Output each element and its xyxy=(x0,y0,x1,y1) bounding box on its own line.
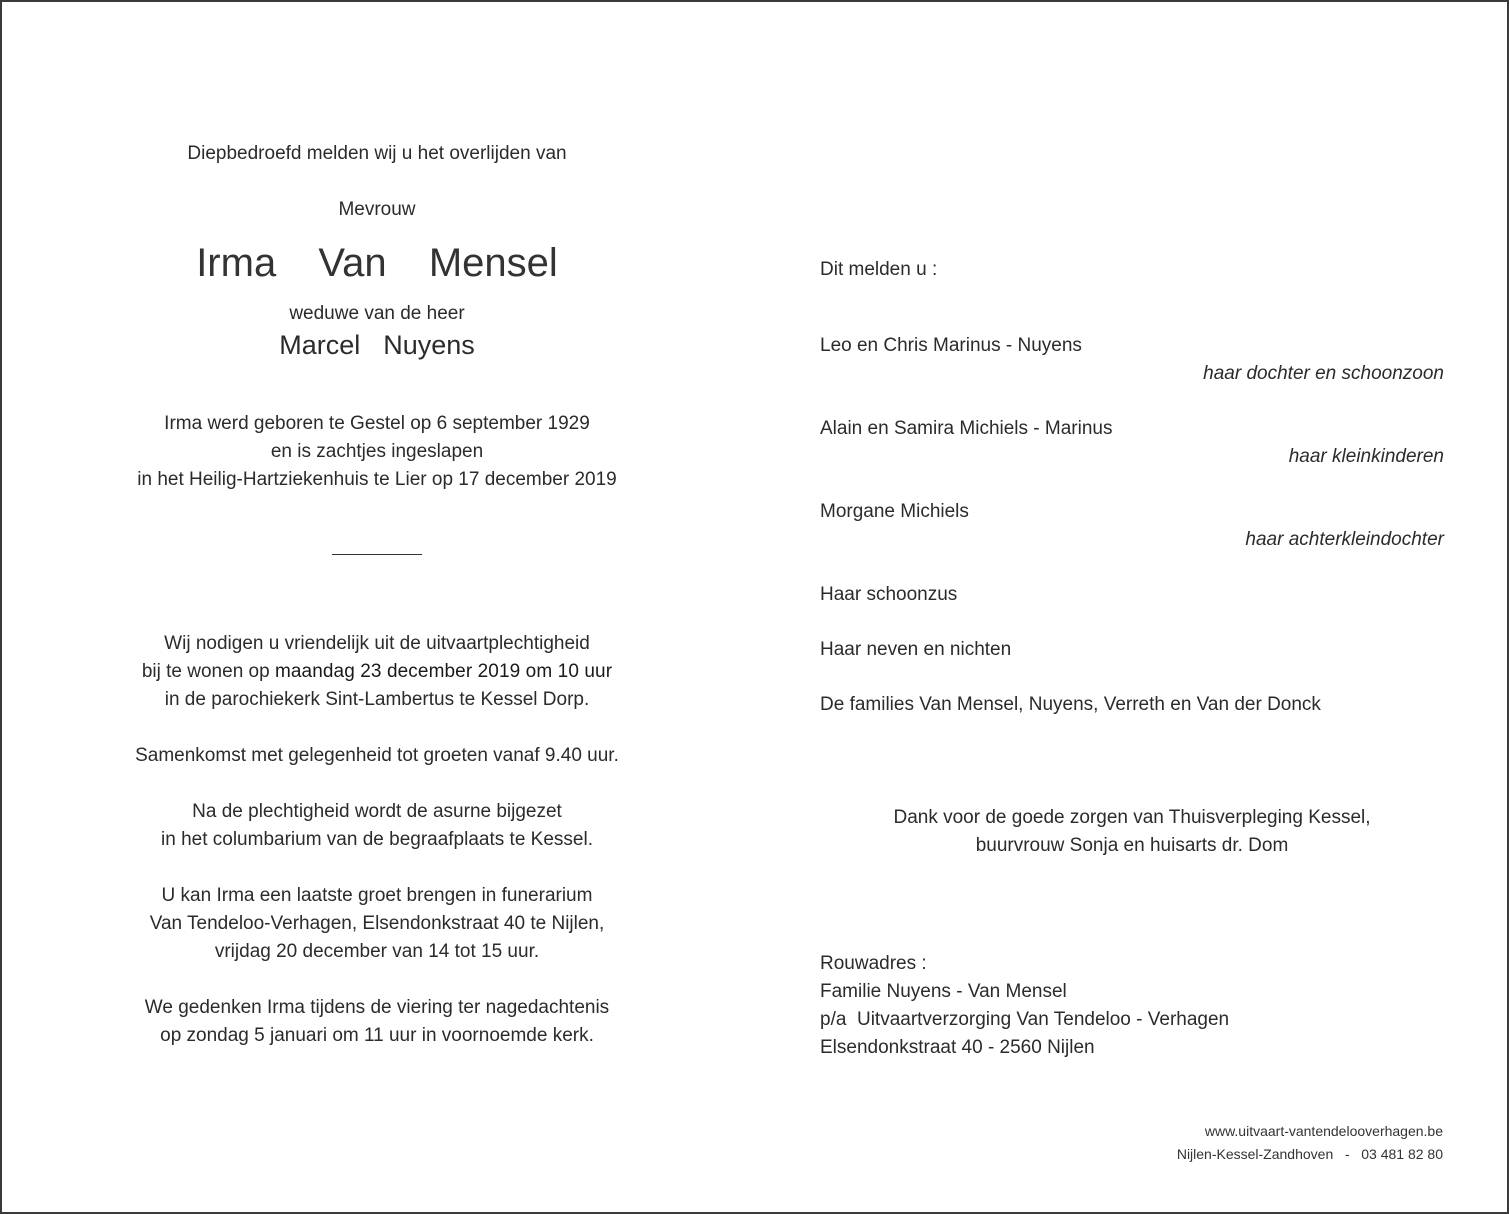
invite-line: in de parochiekerk Sint-Lambertus te Kessel Dorp. xyxy=(164,689,590,710)
remembrance-info xyxy=(82,994,672,1050)
intro-text: Diepbedroefd melden wij u het overlijden van xyxy=(187,143,567,164)
birth-line: in het Heilig-Hartziekenhuis te Lier op 17 december 2019 xyxy=(137,469,617,490)
urn-info xyxy=(82,798,672,854)
visit-info xyxy=(82,882,672,966)
mourning-address xyxy=(820,950,1444,1062)
address-line: Rouwadres : xyxy=(820,953,927,974)
family-relation: haar kleinkinderen xyxy=(1288,446,1444,467)
visit-line: vrijdag 20 december van 14 tot 15 uur. xyxy=(214,941,540,962)
honorific: Mevrouw xyxy=(338,199,416,220)
invite-line xyxy=(82,658,672,686)
deceased-name: Irma Van Mensel xyxy=(196,241,558,285)
invite-line: Wij nodigen u vriendelijk uit de uitvaartplechtigheid xyxy=(164,633,590,654)
contact-line: Nijlen-Kessel-Zandhoven - 03 481 82 80 xyxy=(1176,1146,1443,1162)
thanks-note xyxy=(820,804,1444,860)
address-line: Elsendonkstraat 40 - 2560 Nijlen xyxy=(820,1037,1095,1058)
birth-line: Irma werd geboren te Gestel op 6 september 1929 xyxy=(164,413,590,434)
family-names: Alain en Samira Michiels - Marinus xyxy=(820,418,1113,439)
address-line: p/a Uitvaartverzorging Van Tendeloo - Verhagen xyxy=(820,1009,1230,1030)
urn-line: Na de plechtigheid wordt de asurne bijgezet xyxy=(192,801,562,822)
funeral-invitation xyxy=(82,630,672,714)
remembrance-line: op zondag 5 januari om 11 uur in voornoemde kerk. xyxy=(160,1025,594,1046)
address-line: Familie Nuyens - Van Mensel xyxy=(820,981,1067,1002)
birth-line: en is zachtjes ingeslapen xyxy=(270,441,484,462)
family-relation: haar dochter en schoonzoon xyxy=(1203,363,1444,384)
funeral-home-footer xyxy=(1177,1120,1443,1166)
invite-prefix: bij te wonen op xyxy=(141,661,275,682)
family-other: De families Van Mensel, Nuyens, Verreth en Van der Donck xyxy=(820,694,1321,715)
family-entry xyxy=(820,415,1444,471)
urn-line: in het columbarium van de begraafplaats te Kessel. xyxy=(161,829,593,850)
family-names: Leo en Chris Marinus - Nuyens xyxy=(820,335,1082,356)
announcement-column xyxy=(82,140,672,1050)
family-intro: Dit melden u : xyxy=(820,259,938,280)
family-names: Morgane Michiels xyxy=(820,501,969,522)
family-column xyxy=(820,256,1444,746)
remembrance-line: We gedenken Irma tijdens de viering ter nagedachtenis xyxy=(144,997,610,1018)
website-link[interactable]: www.uitvaart-vantendelooverhagen.be xyxy=(1204,1123,1443,1139)
family-other: Haar neven en nichten xyxy=(820,639,1012,660)
family-relation: haar achterkleindochter xyxy=(1245,529,1444,550)
funeral-date: maandag 23 december 2019 om 10 uur xyxy=(274,661,613,682)
widow-label: weduwe van de heer xyxy=(289,303,465,324)
thanks-line: Dank voor de goede zorgen van Thuisverpleging Kessel, xyxy=(893,807,1371,828)
visit-line: Van Tendeloo-Verhagen, Elsendonkstraat 40 te Nijlen, xyxy=(149,913,605,934)
husband-name: Marcel Nuyens xyxy=(279,330,475,360)
gathering-info xyxy=(82,742,672,770)
thanks-line: buurvrouw Sonja en huisarts dr. Dom xyxy=(975,835,1289,856)
family-other: Haar schoonzus xyxy=(820,584,958,605)
gathering-line: Samenkomst met gelegenheid tot groeten vanaf 9.40 uur. xyxy=(135,745,619,766)
visit-line: U kan Irma een laatste groet brengen in funerarium xyxy=(161,885,593,906)
divider xyxy=(332,554,422,555)
family-entry xyxy=(820,498,1444,554)
family-entry xyxy=(820,332,1444,388)
birth-death-info xyxy=(82,410,672,494)
